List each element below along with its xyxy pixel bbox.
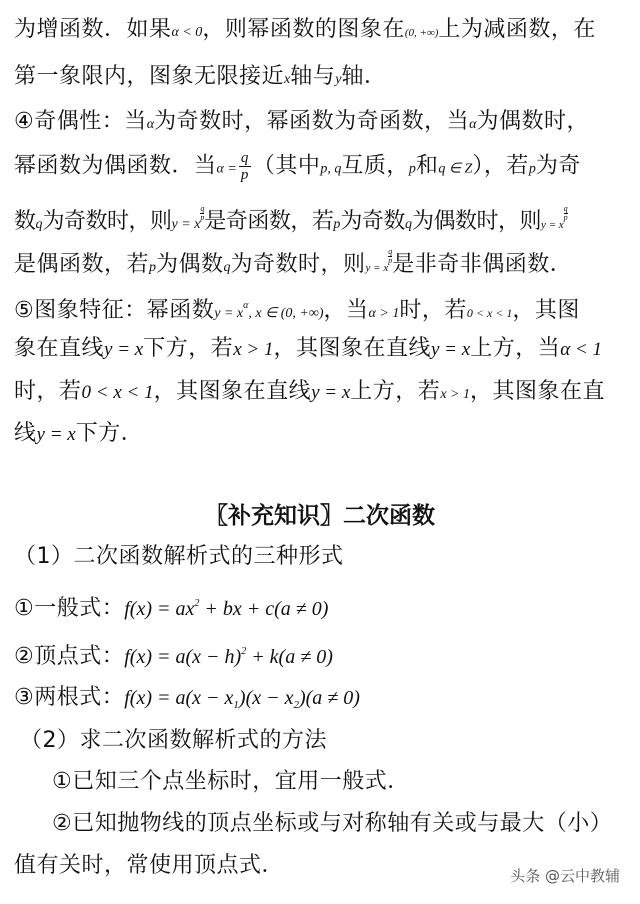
- text-segment: 是奇函数，若: [204, 209, 334, 234]
- text-segment: 线: [14, 421, 37, 446]
- math-expression: y = x: [104, 339, 144, 360]
- exponent-denominator: p: [563, 213, 568, 222]
- math-expression: p: [333, 217, 341, 232]
- formula-label: ①一般式：: [14, 596, 125, 621]
- text-segment: 是非奇非偶函数．: [392, 252, 573, 277]
- text-line-3: [14, 106, 589, 141]
- math-expression: y = x: [311, 382, 351, 403]
- text-segment: ，其图象在直: [469, 379, 605, 404]
- text-line-6: [14, 248, 572, 284]
- text-segment: 为奇数时，则: [230, 252, 366, 277]
- text-line-9: [14, 376, 605, 411]
- math-expression: q ∈ Z: [438, 161, 473, 177]
- text-segment: 为奇: [535, 153, 581, 179]
- formula-label: ③两根式：: [14, 685, 125, 710]
- text-line-8: [14, 333, 602, 366]
- exponent-numerator: q: [388, 247, 393, 256]
- formula: [124, 687, 360, 709]
- formula-exponent: 2: [194, 598, 200, 609]
- formula-exponent: 2: [241, 646, 247, 657]
- text-line-5: [14, 205, 568, 241]
- text-segment: 为增函数．如果: [14, 17, 172, 42]
- formula-part: f(x) = ax: [124, 598, 195, 620]
- text-segment: ，当: [323, 298, 369, 323]
- formula-part: + bx + c(a ≠ 0): [199, 598, 329, 620]
- math-expression: α =: [216, 161, 237, 177]
- math-expression: y = x: [540, 219, 564, 231]
- fraction-numerator: q: [240, 150, 249, 166]
- formula-part: )(a ≠ 0): [298, 687, 360, 709]
- text-segment: 为奇数时，幂函数为奇函数，当: [154, 109, 470, 134]
- math-expression: , x ∈ (0, +∞): [248, 306, 324, 321]
- math-expression: y: [335, 72, 342, 87]
- formula-subscript: 1: [233, 699, 239, 711]
- math-expression: y = x: [171, 217, 201, 232]
- exponent-numerator: q: [563, 204, 568, 213]
- watermark: 头条 @云中教辅: [510, 867, 620, 885]
- text-segment: 为奇数时，则: [42, 209, 172, 234]
- math-expression: p: [408, 161, 416, 177]
- subsection-heading-2: （2）求二次函数解析式的方法: [20, 728, 327, 753]
- math-expression: q: [404, 217, 412, 232]
- text-segment: ⑤图象特征：幂函数: [14, 298, 215, 323]
- exponent-denominator: p: [388, 256, 393, 265]
- text-segment: 互质，: [341, 153, 409, 179]
- math-expression: x > 1: [233, 339, 274, 360]
- math-expression: 0 < x < 1: [466, 306, 513, 320]
- math-expression: α < 0: [171, 25, 203, 40]
- text-segment: 数: [14, 209, 36, 234]
- formula: [124, 598, 328, 620]
- text-line-4: [14, 150, 581, 186]
- math-expression: α: [469, 117, 477, 132]
- text-segment: 象在直线: [14, 336, 105, 361]
- formula-subscript: 2: [293, 699, 299, 711]
- math-expression: p, q: [320, 161, 342, 177]
- text-segment: 为偶数时，: [476, 109, 589, 134]
- formula-vertex-form: [14, 636, 333, 673]
- section-title: 〖补充知识〗二次函数: [205, 503, 435, 529]
- text-segment: 为偶数: [156, 252, 224, 277]
- formula-label: ②顶点式：: [14, 644, 125, 669]
- math-expression: y = x: [365, 262, 389, 274]
- method-item-2-continued: 值有关时，常使用顶点式．: [14, 853, 285, 878]
- math-exponent: α: [243, 300, 249, 311]
- math-expression: q: [35, 217, 43, 232]
- text-segment: 下方，若: [143, 336, 234, 361]
- subsection-heading-1: （1）二次函数解析式的三种形式: [14, 544, 344, 569]
- text-segment: （其中: [252, 153, 321, 179]
- text-segment: ，其图象在直线: [273, 336, 431, 361]
- exponent-denominator: p: [200, 213, 205, 222]
- formula-part: f(x) = a(x − x: [124, 687, 234, 709]
- formula-part: f(x) = a(x − h): [124, 646, 242, 668]
- exponent-numerator: q: [200, 204, 205, 213]
- text-segment: 时，若: [399, 298, 467, 323]
- text-segment: 为奇数: [340, 209, 405, 234]
- text-segment: 和: [415, 153, 439, 179]
- exponent-fraction: [564, 205, 568, 222]
- formula-general-form: [14, 588, 328, 625]
- math-expression: α: [146, 117, 155, 132]
- text-segment: 幂函数为偶函数．当: [14, 153, 217, 179]
- formula-root-form: [14, 682, 360, 721]
- text-segment: ④奇偶性：当: [14, 109, 147, 134]
- text-segment: ），若: [472, 153, 529, 179]
- text-segment: 是偶函数，若: [14, 252, 150, 277]
- text-segment: 轴．: [341, 64, 387, 89]
- math-expression: y = x: [36, 424, 76, 445]
- text-line-10: [14, 418, 143, 451]
- text-segment: 第一象限内，图象无限接近: [14, 64, 285, 89]
- text-segment: ，则幂函数的图象在: [202, 17, 405, 42]
- math-expression: p: [149, 260, 157, 275]
- text-segment: 上方，若: [350, 379, 441, 404]
- math-expression: (0, +∞): [404, 27, 439, 39]
- text-segment: 为偶数时，则: [411, 209, 541, 234]
- text-line-7: [14, 290, 580, 330]
- method-item-2: ②已知抛物线的顶点坐标或与对称轴有关或与最大（小）: [52, 811, 613, 836]
- math-expression: x > 1: [440, 387, 470, 402]
- fraction: [239, 150, 251, 183]
- formula: [124, 646, 333, 668]
- formula-part: + k(a ≠ 0): [246, 646, 333, 668]
- text-segment: ，其图: [512, 298, 580, 323]
- math-expression: q: [223, 260, 231, 275]
- math-expression: y = x: [431, 339, 471, 360]
- math-expression: y = x: [214, 306, 244, 321]
- text-line-1: [14, 14, 596, 49]
- method-item-1: ①已知三个点坐标时，宜用一般式．: [52, 769, 410, 794]
- math-expression: α < 1: [560, 339, 602, 360]
- text-segment: 上方，当: [470, 336, 561, 361]
- math-expression: 0 < x < 1: [81, 382, 154, 403]
- math-expression: α > 1: [368, 306, 400, 321]
- text-segment: 上为减函数，在: [438, 17, 596, 42]
- math-expression: x: [284, 72, 291, 87]
- text-segment: ，其图象在直线: [153, 379, 312, 404]
- fraction-denominator: p: [240, 167, 249, 183]
- text-line-2: [14, 61, 386, 96]
- text-segment: 轴与: [290, 64, 336, 89]
- text-segment: 下方．: [75, 421, 144, 446]
- formula-part: )(x − x: [238, 687, 294, 709]
- text-segment: 时，若: [14, 379, 82, 404]
- math-expression: p: [528, 161, 536, 177]
